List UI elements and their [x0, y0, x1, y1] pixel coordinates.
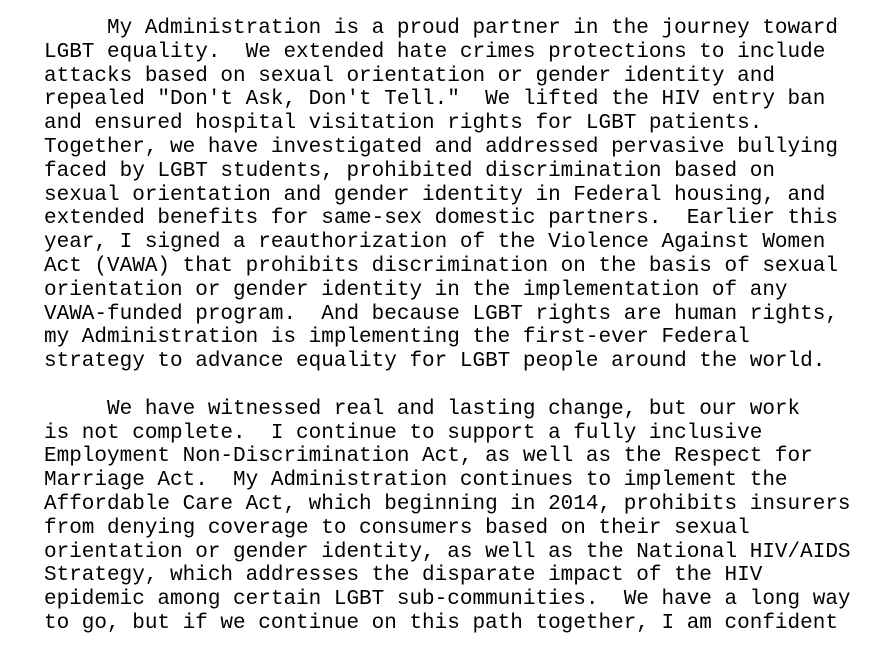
text-line: sexual orientation and gender identity in Federal housing, and — [44, 183, 826, 207]
text-line: from denying coverage to consumers based on their sexual — [44, 516, 750, 540]
text-line: Affordable Care Act, which beginning in 2014, prohibits insurers — [44, 492, 851, 516]
text-line: my Administration is implementing the first-ever Federal — [44, 326, 750, 350]
text-line: strategy to advance equality for LGBT people around the world. — [44, 350, 826, 374]
text-line: Act (VAWA) that prohibits discrimination on the basis of sexual — [44, 254, 838, 278]
text-line: We have witnessed real and lasting change, but our work — [44, 397, 801, 421]
text-line: to go, but if we continue on this path together, I am confident — [44, 611, 838, 635]
text-line: Employment Non-Discrimination Act, as well as the Respect for — [44, 445, 813, 469]
text-line: is not complete. I continue to support a fully inclusive — [44, 421, 763, 445]
paragraph-2 — [44, 398, 851, 636]
paragraph-break — [44, 374, 851, 398]
text-line: Strategy, which addresses the disparate impact of the HIV — [44, 564, 763, 588]
text-line: Marriage Act. My Administration continues to implement the — [44, 469, 788, 493]
text-line: LGBT equality. We extended hate crimes protections to include — [44, 40, 826, 64]
text-line: Together, we have investigated and addressed pervasive bullying — [44, 135, 838, 159]
text-line: extended benefits for same-sex domestic partners. Earlier this — [44, 207, 838, 231]
text-line: attacks based on sexual orientation or gender identity and — [44, 64, 775, 88]
text-line: orientation or gender identity in the implementation of any — [44, 278, 788, 302]
text-line: year, I signed a reauthorization of the Violence Against Women — [44, 231, 826, 255]
text-line: repealed "Don't Ask, Don't Tell." We lifted the HIV entry ban — [44, 88, 826, 112]
text-line: My Administration is a proud partner in the journey toward — [44, 17, 838, 40]
text-line: orientation or gender identity, as well as the National HIV/AIDS — [44, 540, 851, 564]
text-line: and ensured hospital visitation rights for LGBT patients. — [44, 112, 763, 136]
text-line: faced by LGBT students, prohibited discrimination based on — [44, 159, 775, 183]
document-page — [44, 17, 851, 636]
paragraph-1 — [44, 17, 851, 374]
text-line: epidemic among certain LGBT sub-communities. We have a long way — [44, 588, 851, 612]
text-line: VAWA-funded program. And because LGBT rights are human rights, — [44, 302, 838, 326]
